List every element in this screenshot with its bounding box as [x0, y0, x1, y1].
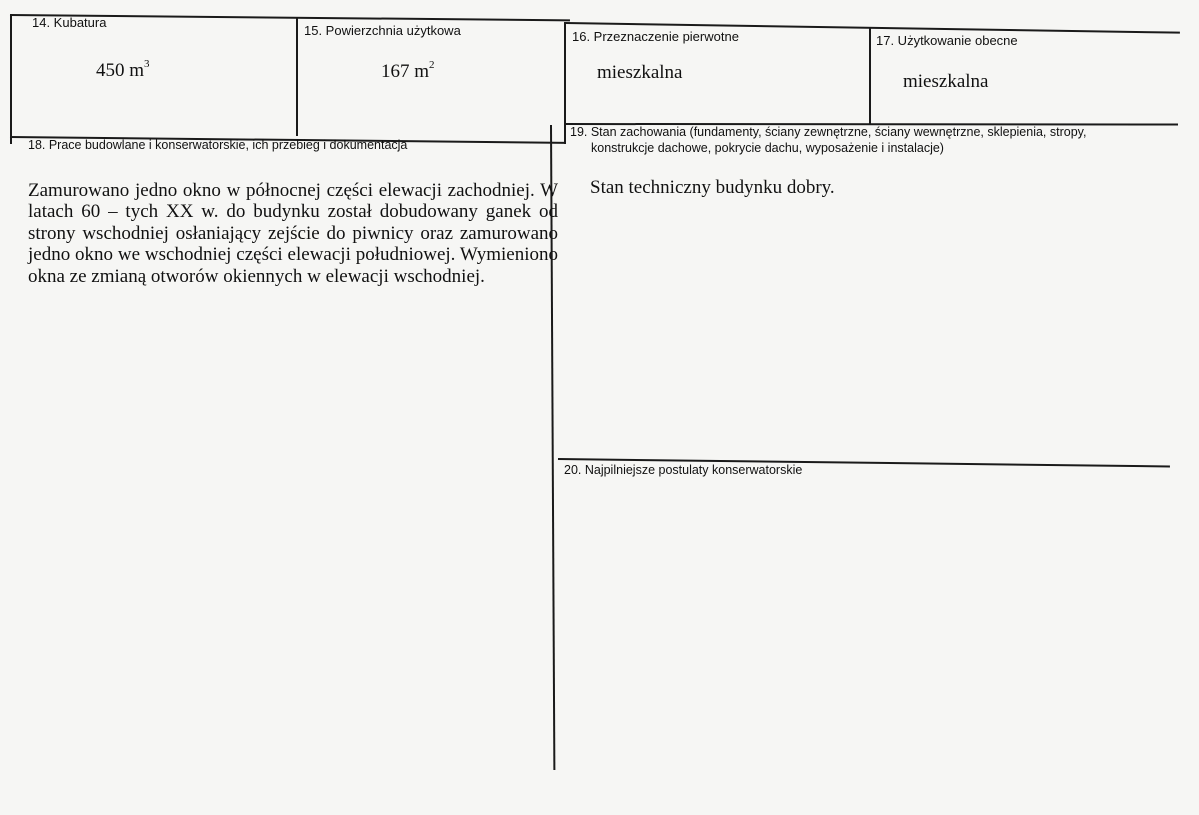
field-16-value: mieszkalna	[597, 62, 683, 83]
left-border-line	[10, 14, 12, 144]
field-20-label: 20. Najpilniejsze postulaty konserwatorskie	[564, 463, 803, 477]
field-17-value: mieszkalna	[903, 71, 989, 92]
field-19-text: Stan techniczny budynku dobry.	[590, 177, 835, 198]
divider-14-15	[296, 18, 298, 136]
field-15-label: 15. Powierzchnia użytkowa	[304, 23, 461, 38]
field-17-label: 17. Użytkowanie obecne	[876, 33, 1018, 48]
divider-16-17	[869, 27, 871, 125]
divider-15-16	[564, 22, 566, 144]
field-14-value-text: 450 m	[96, 60, 145, 81]
field-18-label: 18. Prace budowlane i konserwatorskie, ich przebieg i dokumentacja	[28, 138, 408, 152]
field-14-value	[96, 60, 150, 82]
field-15-value-text: 167 m	[381, 61, 430, 82]
field-15-value-exponent: 2	[429, 59, 435, 71]
field-14-label: 14. Kubatura	[32, 15, 107, 30]
field-18-text: Zamurowano jedno okno w północnej części elewacji zachodniej. W latach 60 – tych XX w. do budynku został dobudowany ganek od strony wschodniej osłaniający zejście do piwnicy oraz zamurowano jedno okno we wschodniej części elewacji południowej. Wymieniono okna ze zmianą otworów okiennych w elewacji wschodniej.	[28, 180, 558, 287]
field-19-label-line1: 19. Stan zachowania (fundamenty, ściany zewnętrzne, ściany wewnętrzne, sklepienia, stropy,	[570, 125, 1087, 139]
field-15-value	[381, 61, 435, 83]
field-19-label-line2: konstrukcje dachowe, pokrycie dachu, wyposażenie i instalacje)	[591, 141, 944, 155]
field-16-label: 16. Przeznaczenie pierwotne	[572, 29, 739, 44]
field-14-value-exponent: 3	[144, 58, 150, 70]
